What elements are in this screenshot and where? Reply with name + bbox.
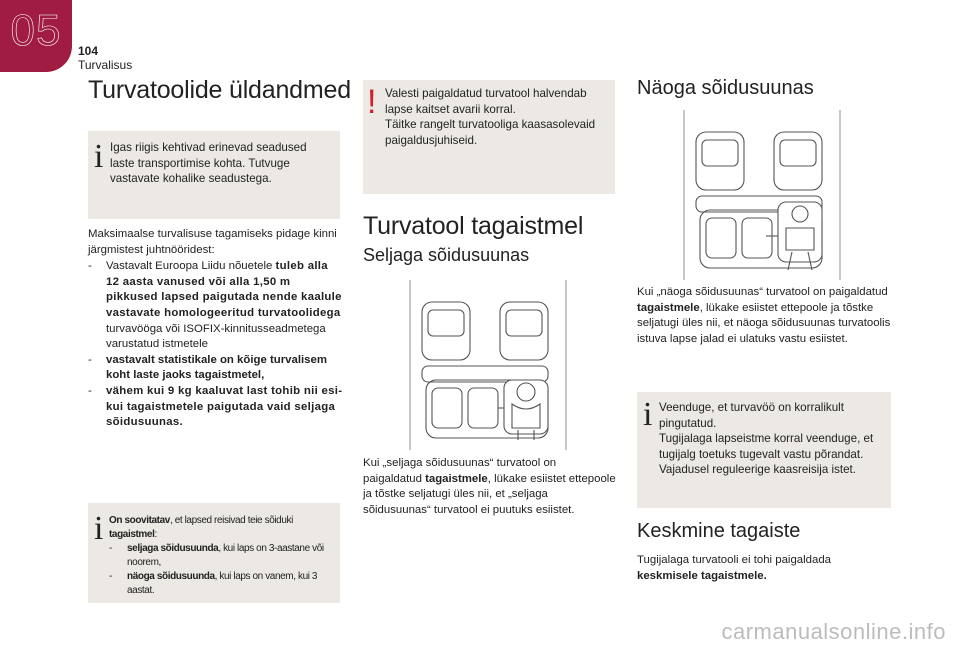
list-item: - näoga sõidusuunda, kui laps on vanem, kui 3 aastat. xyxy=(109,571,318,596)
col2-subtitle: Seljaga sõidusuunas xyxy=(363,245,530,265)
info-icon: i xyxy=(94,510,104,547)
info-box-laws xyxy=(88,131,340,219)
col1-intro: Maksimaalse turvalisuse tagamiseks pidage kinni järgmistest juhtnööridest: xyxy=(88,228,337,256)
col2-title: Turvatool tagaistmel xyxy=(363,212,584,240)
warning-icon: ! xyxy=(367,83,377,121)
watermark: carmanualsonline.info xyxy=(721,619,946,644)
col3-paragraph2: Tugijalaga turvatooli ei tohi paigaldada keskmisele tagaistmele. xyxy=(637,554,831,582)
chapter-tab xyxy=(0,0,72,72)
warning-box xyxy=(363,80,615,194)
rear-facing-seat-illustration xyxy=(408,280,568,450)
list-item: - vastavalt statistikale on kõige turvalisem koht laste jaoks tagaistmetel, xyxy=(88,353,327,382)
section-title: Turvalisus xyxy=(78,58,133,72)
page-number: 104 xyxy=(78,44,99,58)
list-item: - Vastavalt Euroopa Liidu nõuetele tuleb alla 12 aasta vanused või alla 1,50 m pikkused lapsed paigutada nende kaalule vastavate homologeeritud turvatoolidega turvavööga või ISOFIX-kinnitusseadmetega varustatud istmetele xyxy=(88,260,342,351)
info-icon: i xyxy=(643,396,653,433)
info-box-belt-text: Veenduge, et turvavöö on korralikult pingutatud. Tugijalaga lapseistme korral veenduge, et tugijalg toetuks tugevalt vastu põrandat. Vajadusel reguleerige kaasreisija istet. xyxy=(659,401,874,476)
col3-title2: Keskmine tagaiste xyxy=(637,520,801,542)
list-item: - seljaga sõidusuunda, kui laps on 3-aastane või noorem, xyxy=(109,543,324,568)
info-icon: i xyxy=(94,138,104,175)
forward-facing-seat-illustration xyxy=(682,110,842,280)
col1-body xyxy=(88,227,344,431)
list-item: - vähem kui 9 kg kaaluvat last tohib nii esi- kui tagaistmetele paigutada vaid seljaga sõidusuunas. xyxy=(88,384,343,429)
info-box-belt xyxy=(637,392,891,508)
info-box-recommendation xyxy=(88,503,340,603)
info-box-recommendation-text: On soovitatav, et lapsed reisivad teie sõiduki tagaistmel: - seljaga sõidusuunda, kui laps on 3-aastane või noorem, - näoga sõidusuunda, kui laps on vanem, kui 3 aastat. xyxy=(109,514,339,598)
col3-paragraph: Kui „näoga sõidusuunas“ turvatool on paigaldatud tagaistmele, lükake esiistet ettepoole ja tõstke seljatugi üles nii, et näoga sõidusuunas turvatoolis istuva lapse jalad ei ulatuks vastu esiistet. xyxy=(637,286,891,345)
col3-title: Näoga sõidusuunas xyxy=(637,77,814,99)
col1-title: Turvatoolide üldandmed xyxy=(88,76,351,104)
col2-paragraph: Kui „seljaga sõidusuunas“ turvatool on paigaldatud tagaistmele, lükake esiistet ettepoole ja tõstke seljatugi üles nii, et „seljaga sõidusuunas“ turvatool ei puutuks esiistet. xyxy=(363,457,616,516)
info-box-laws-text: Igas riigis kehtivad erinevad seadused laste transportimise kohta. Tutvuge vastavate kohalike seadustega. xyxy=(110,141,307,185)
warning-text: Valesti paigaldatud turvatool halvendab lapse kaitset avarii korral. Täitke rangelt turvatooliga kaasasolevaid paigaldusjuhiseid. xyxy=(385,87,596,147)
chapter-number: 05 xyxy=(10,6,62,55)
